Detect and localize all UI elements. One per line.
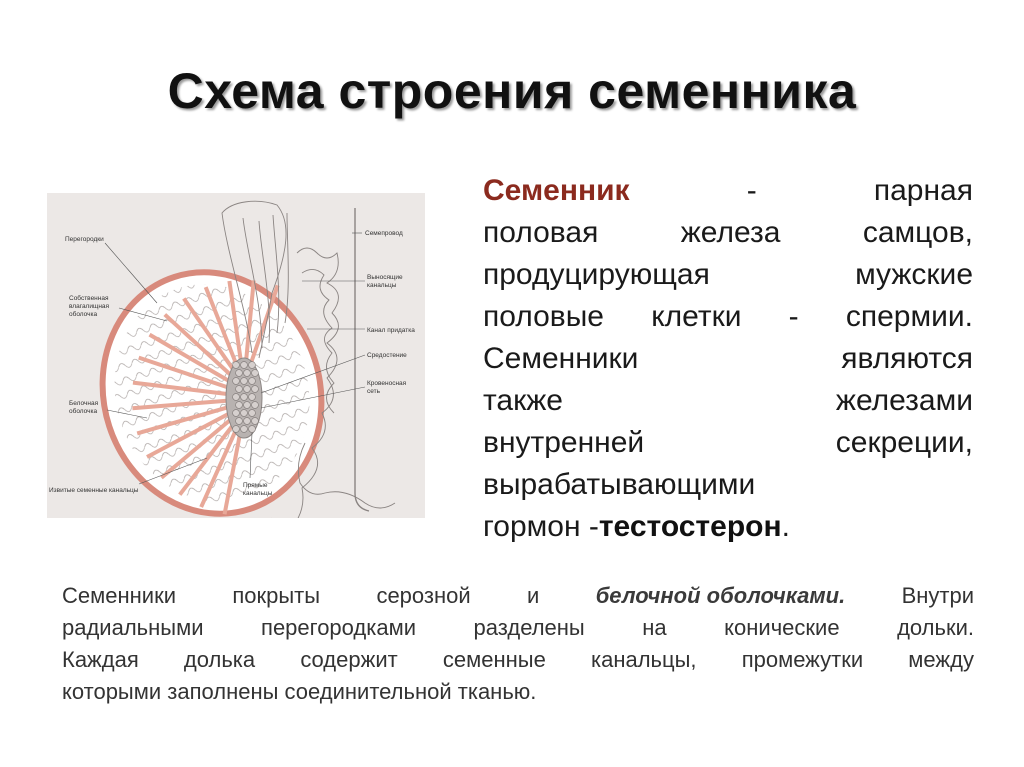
word: дольки. [897,615,974,640]
definition-line [483,212,973,254]
mediastinum-cell [233,362,240,369]
word: долька [183,647,256,672]
definition-line [483,422,973,464]
word: покрыты [232,583,321,608]
mediastinum-cell [241,378,248,385]
word: мужские [855,258,973,291]
label-straight-2: канальцы [243,490,273,497]
word: . [781,510,790,543]
mediastinum-cell [244,386,251,393]
word: перегородками [261,615,417,640]
description-paragraph [62,580,974,708]
definition-line [483,464,973,506]
word: вырабатывающими [483,468,756,501]
label-rete-2: сеть [367,388,381,395]
word: содержит [300,647,398,672]
label-vaginal-3: оболочка [69,311,98,318]
mediastinum-cell [252,386,259,393]
definition-paragraph [483,170,973,548]
word: на [642,615,667,640]
mediastinum-cell [244,418,251,425]
label-convoluted: Извитые семенные канальцы [49,487,139,494]
testis-diagram [47,193,425,518]
word: являются [841,342,973,375]
mediastinum-cell [233,378,240,385]
mediastinum-cell [236,402,243,409]
label-straight-1: Прямые [243,482,268,489]
definition-line [483,254,973,296]
word: разделены [473,615,585,640]
label-epididymis: Канал придатка [367,327,415,334]
mediastinum-cell [252,418,259,425]
word: самцов, [862,216,973,249]
mediastinum-cell [249,362,256,369]
word: парная [873,174,973,207]
word: гормон - [483,510,599,543]
mediastinum-cell [236,386,243,393]
mediastinum-cell [249,410,256,417]
label-albuginea-2: оболочка [69,408,98,415]
emphasized-phrase: белочной оболочками. [595,583,846,608]
word: - [788,300,799,333]
label-rete-1: Кровеносная [367,380,407,387]
label-vas-deferens: Семепровод [365,230,403,237]
word: спермии. [845,300,973,333]
mediastinum-cell [233,394,240,401]
page-title: Схема строения семенника [167,63,857,119]
mediastinum-cell [241,394,248,401]
definition-line [483,170,973,212]
word: канальцы, [590,647,697,672]
mediastinum-cell [252,402,259,409]
label-albuginea-1: Белочная [69,400,99,407]
word: конические [724,615,840,640]
definition-line [483,296,973,338]
hormone-term: тестостерон [598,510,782,543]
mediastinum-cell [249,378,256,385]
label-septa: Перегородки [65,236,104,243]
mediastinum-cell [252,370,259,377]
word: и [527,583,540,608]
word: которыми заполнены соединительной тканью. [62,679,537,704]
mediastinum-cell [241,362,248,369]
mediastinum-cell [233,426,240,433]
word: половые [483,300,604,333]
word: секреции, [835,426,973,459]
description-line [62,580,974,612]
word: внутренней [483,426,645,459]
word: железами [835,384,973,417]
term-testis: Семенник [483,174,630,207]
word: семенные [442,647,546,672]
definition-line [483,380,973,422]
word: железа [680,216,781,249]
vas-deferens [355,208,369,511]
word: клетки [651,300,742,333]
label-efferent-2: канальцы [367,282,397,289]
mediastinum-cell [241,426,248,433]
word: продуцирующая [483,258,710,291]
word: также [483,384,563,417]
mediastinum-cell [249,426,256,433]
mediastinum-cell [249,394,256,401]
word: промежутки [741,647,864,672]
label-vaginal-1: Собственная [69,295,109,302]
label-vaginal-2: влагалищная [69,303,110,310]
mediastinum-cell [244,370,251,377]
word: серозной [376,583,471,608]
word: между [908,647,974,672]
mediastinum-cell [233,410,240,417]
word: половая [483,216,599,249]
label-mediastinum: Средостение [367,352,407,359]
label-efferent-1: Выносящие [367,274,403,281]
definition-line [483,506,973,548]
definition-line [483,338,973,380]
mediastinum-cell [241,410,248,417]
description-line [62,644,974,676]
word: Семенники [62,583,176,608]
mediastinum-cell [244,402,251,409]
description-line [62,612,974,644]
word: - [746,174,757,207]
word: Семенники [483,342,639,375]
word: Внутри [901,583,974,608]
mediastinum [233,362,259,433]
word: радиальными [62,615,204,640]
description-line [62,676,974,708]
mediastinum-cell [236,370,243,377]
mediastinum-cell [236,418,243,425]
word: Каждая [62,647,139,672]
testis-body [72,244,353,518]
